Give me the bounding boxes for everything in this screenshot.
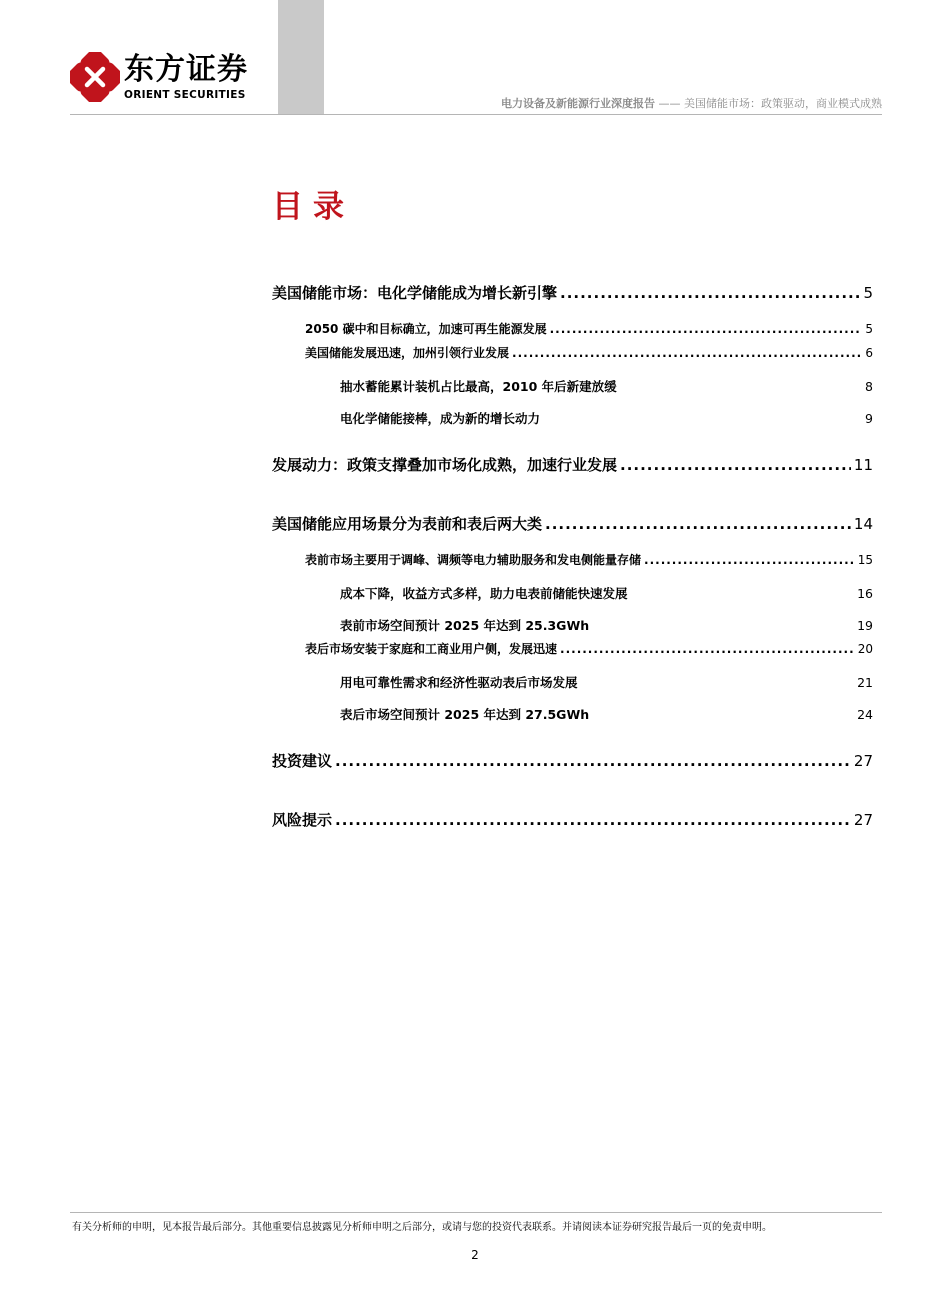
page-number: 2 [471,1248,479,1262]
toc-entry-page: 21 [857,675,873,690]
toc-entry-page: 19 [857,618,873,633]
report-title-separator: —— [655,97,684,110]
toc-leader-dots [512,346,862,360]
toc-entry-page: 20 [857,642,873,656]
toc-leader-dots [545,515,851,533]
toc-entry-label: 表后市场空间预计 2025 年达到 27.5GWh [340,707,590,722]
toc-entry[interactable] [305,344,873,361]
toc-entry-label: 抽水蓄能累计装机占比最高，2010 年后新建放缓 [340,379,617,394]
company-logo [70,52,270,104]
toc-entry[interactable] [272,282,873,303]
toc-entry-label: 发展动力：政策支撑叠加市场化成熟，加速行业发展 [272,456,618,474]
toc-entry-label: 美国储能发展迅速，加州引领行业发展 [305,346,510,360]
report-category: 电力设备及新能源行业深度报告 [501,97,655,110]
toc-leader-dots [560,284,860,302]
toc-entry[interactable] [340,409,873,427]
toc-leader-dots [335,752,851,770]
toc-heading: 目录 [272,189,354,225]
toc-entry[interactable] [305,640,873,657]
toc-entry-label: 美国储能市场：电化学储能成为增长新引擎 [272,284,558,302]
toc-entry-label: 电化学储能接棒，成为新的增长动力 [340,411,541,426]
report-subtitle: 美国储能市场：政策驱动，商业模式成熟 [684,97,882,110]
logo-english-name: ORIENT SECURITIES [124,89,246,101]
logo-chinese-name: 东方证券 [124,52,248,87]
toc-entry-page: 8 [865,379,873,394]
toc-entry-page: 14 [853,515,873,533]
toc-entry-page: 27 [853,811,873,829]
toc-entry-page: 15 [857,553,873,567]
toc-entry-label: 表后市场安装于家庭和工商业用户侧，发展迅速 [305,642,558,656]
toc-entry[interactable] [340,584,873,602]
toc-entry-page: 16 [857,586,873,601]
toc-entry[interactable] [272,809,873,830]
toc-entry[interactable] [305,551,873,568]
toc-entry-page: 11 [853,456,873,474]
toc-entry-page: 24 [857,707,873,722]
toc-entry[interactable] [340,673,873,691]
toc-entry-label: 2050 碳中和目标确立，加速可再生能源发展 [305,322,547,336]
toc-entry[interactable] [272,454,873,475]
toc-entry-label: 风险提示 [272,811,333,829]
toc-entry-label: 表前市场空间预计 2025 年达到 25.3GWh [340,618,590,633]
toc-leader-dots [550,322,863,336]
toc-entry[interactable] [340,377,873,395]
toc-entry-label: 投资建议 [272,752,333,770]
toc-entry-label: 用电可靠性需求和经济性驱动表后市场发展 [340,675,578,690]
toc-entry-page: 6 [865,346,873,360]
header-gray-block [278,0,324,114]
toc-entry[interactable] [272,750,873,771]
toc-entry-page: 5 [865,322,873,336]
toc-entry[interactable] [340,616,873,634]
toc-entry-page: 9 [865,411,873,426]
report-header-title [501,95,882,111]
toc-entry[interactable] [340,705,873,723]
toc-leader-dots [620,456,851,474]
footer-divider [70,1212,882,1213]
toc-entry-label: 成本下降，收益方式多样，助力电表前储能快速发展 [340,586,628,601]
toc-entry[interactable] [272,513,873,534]
toc-leader-dots [560,642,855,656]
orient-logo-icon [70,52,120,102]
toc-entry-page: 27 [853,752,873,770]
disclaimer-note: 有关分析师的申明，见本报告最后部分。其他重要信息披露见分析师申明之后部分，或请与您的投资代表联系。并请阅读本证券研究报告最后一页的免责申明。 [72,1222,772,1233]
toc-entry-label: 表前市场主要用于调峰、调频等电力辅助服务和发电侧能量存储 [305,553,642,567]
toc-entry-page: 5 [863,284,873,302]
toc-leader-dots [644,553,855,567]
toc-entry[interactable] [305,320,873,337]
toc-leader-dots [335,811,851,829]
header-divider [70,114,882,115]
toc-entry-label: 美国储能应用场景分为表前和表后两大类 [272,515,543,533]
